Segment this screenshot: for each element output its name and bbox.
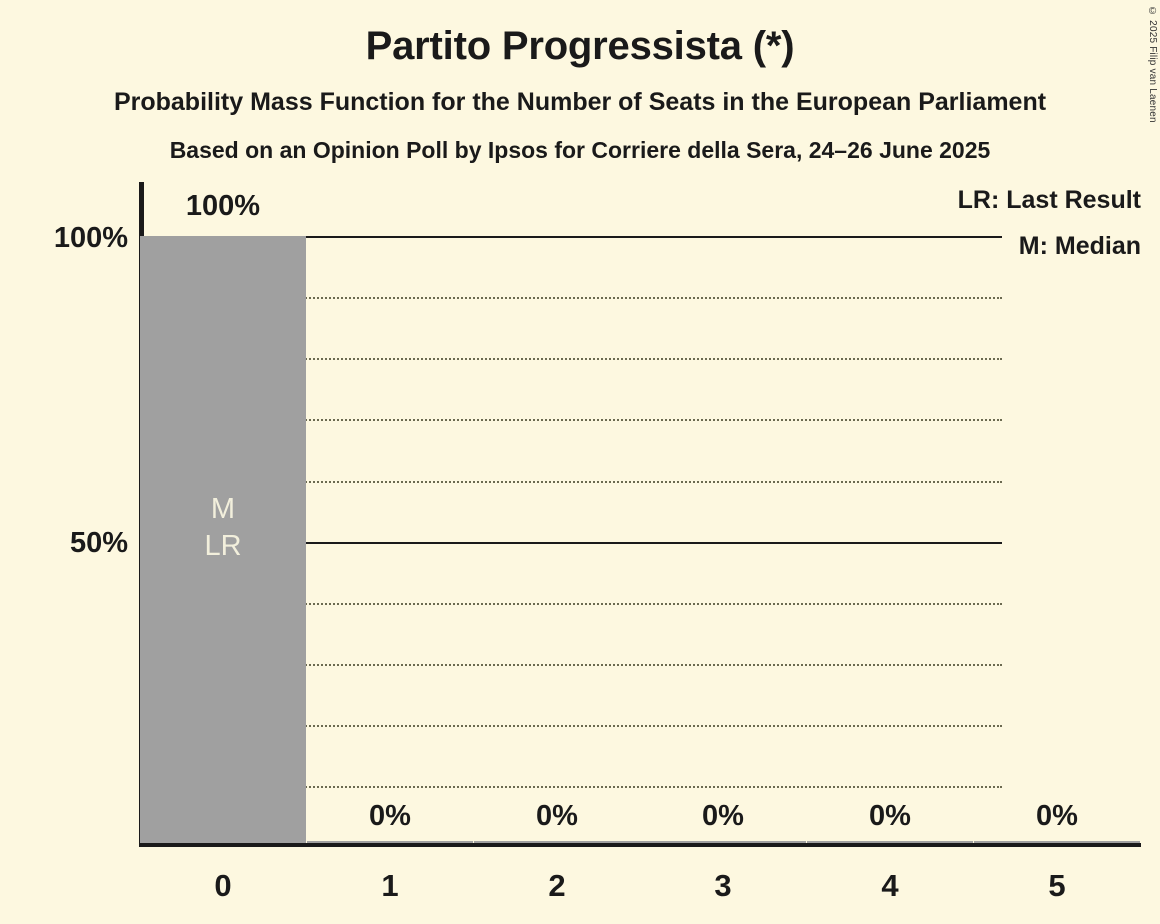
page-title: Partito Progressista (*) [365,24,795,68]
bar-2[interactable] [474,841,640,843]
legend-last-result: LR: Last Result [957,186,1141,214]
bar-value-1: 0% [369,800,411,832]
bar-value-3: 0% [702,800,744,832]
bar-3[interactable] [640,841,806,843]
bar-marker-0 [140,491,306,565]
chart-subtitle: Probability Mass Function for the Number of Seats in the European Parliament [113,88,1047,116]
last-result-marker: LR [204,530,242,563]
bar-1[interactable] [307,841,473,843]
bar-value-5: 0% [1036,800,1078,832]
x-tick-label-1: 1 [381,868,399,903]
x-tick-label-0: 0 [214,868,232,903]
copyright-notice: © 2025 Filip van Laenen [1147,6,1158,123]
bar-4[interactable] [807,841,973,843]
x-axis [139,843,1141,847]
chart-source-note: Based on an Opinion Poll by Ipsos for Corriere della Sera, 24–26 June 2025 [169,137,991,163]
legend-median: M: Median [1018,232,1141,260]
x-tick-label-4: 4 [881,868,899,903]
y-tick-label-100: 100% [53,222,128,254]
x-tick-label-3: 3 [714,868,732,903]
x-tick-label-2: 2 [548,868,566,903]
y-tick-label-50: 50% [69,527,128,559]
bar-value-0: 100% [185,190,261,222]
bar-value-4: 0% [869,800,911,832]
x-tick-label-5: 5 [1048,868,1066,903]
bar-5[interactable] [974,841,1140,843]
bar-value-2: 0% [536,800,578,832]
median-marker: M [210,493,236,525]
